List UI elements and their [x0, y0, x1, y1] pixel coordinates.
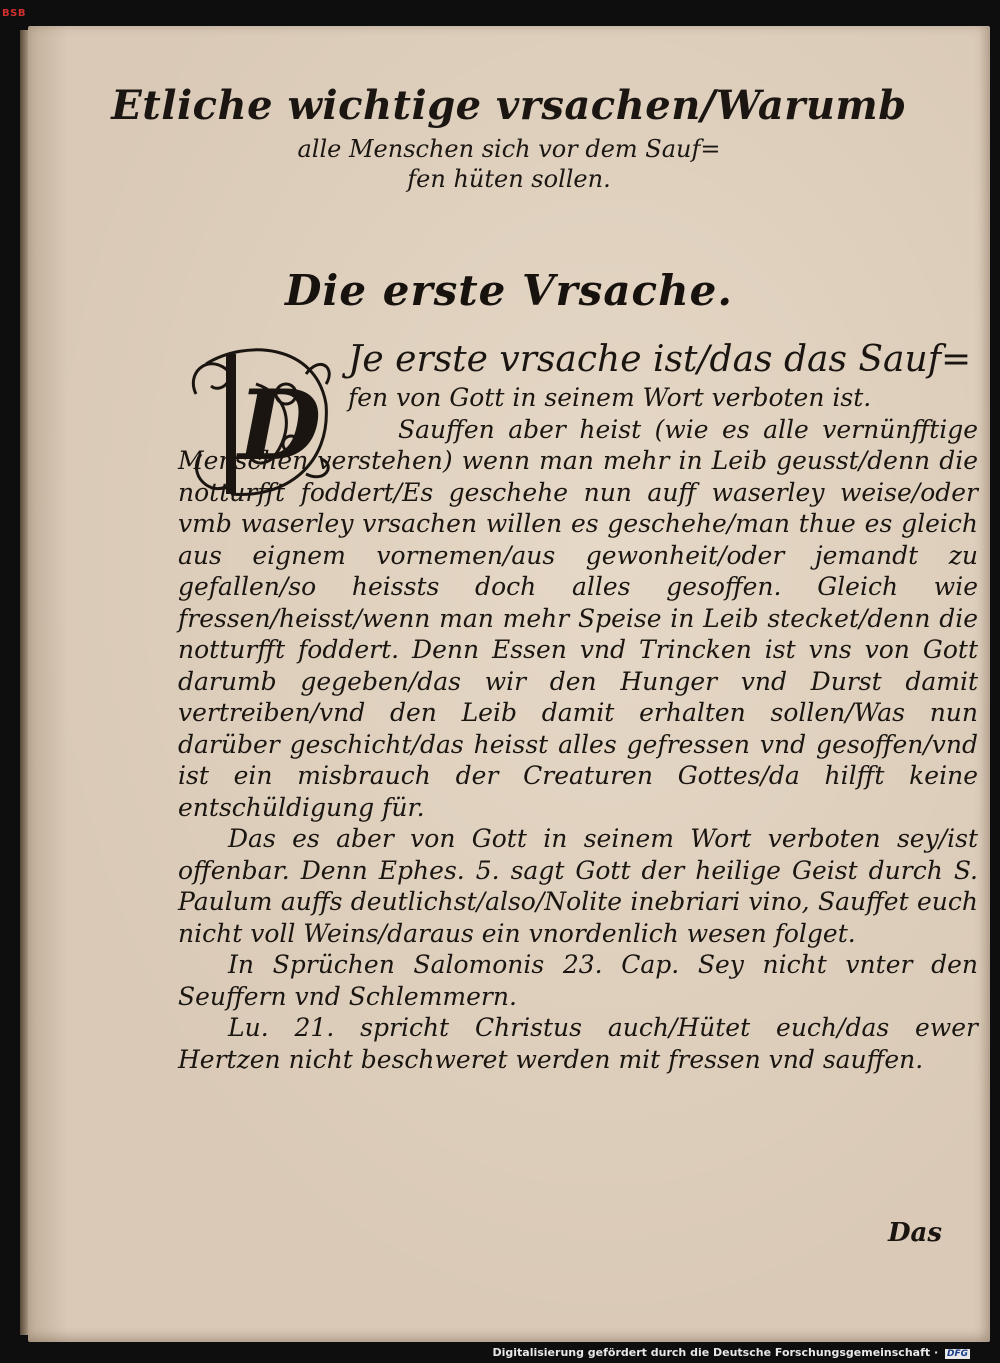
paragraph-proverbs: In Sprüchen Salomonis 23. Cap. Sey nicht vnter den Seuffern vnd Schlemmern. [178, 950, 978, 1011]
paragraph-luke: Lu. 21. spricht Christus auch/Hütet euch/das ewer Hertzen nicht beschweret werden mit fressen vnd sauffen. [178, 1013, 978, 1074]
drop-cap-letter: D [238, 369, 322, 482]
title-line-1: Etliche wichtige vrsachen/Warumb [111, 82, 907, 129]
title-line-3: fen hüten sollen. [407, 165, 611, 193]
title-line-2: alle Menschen sich vor dem Sauf= [297, 135, 721, 163]
paragraph-ephesians: Das es aber von Gott in seinem Wort verboten sey/ist offenbar. Denn Ephes. 5. sagt Gott der heilige Geist durch S. Paulum auffs deutlichst/also/Nolite inebriari vino, Sauffet euch nicht voll Weins/daraus ein vnordenlich wesen folget. [178, 824, 978, 948]
library-mark: BSB [2, 8, 26, 19]
dfg-logo-icon: DFG [946, 1349, 968, 1359]
paragraph-second-line: fen von Gott in seinem Wort verboten ist. [348, 383, 872, 412]
body-text [178, 338, 978, 1075]
section-heading: Die erste Vrsache. [285, 266, 733, 315]
paragraph-definition: Sauffen aber heist (wie es alle vernünfftige Menschen verstehen) wenn man mehr in Leib geusst/denn die notturfft foddert/Es geschehe nun auff waserley weise/oder vmb waserley vrsachen willen es geschehe/man thue es gleich aus eignem vornemen/aus gewonheit/oder jemandt zu gefallen/so heissts doch alles gesoffen. Gleich wie fressen/heisst/wenn man mehr Speise in Leib stecket/denn die notturfft foddert. Denn Essen vnd Trincken ist vns von Gott darumb gegeben/das wir den Hunger vnd Durst damit vertreiben/vnd den Leib damit erhalten sollen/Was nun darüber geschicht/das heisst alles gefressen vnd gesoffen/vnd ist ein misbrauch der Creaturen Gottes/da hilfft keine entschüldigung für. [178, 414, 978, 822]
book-page [28, 26, 990, 1342]
footer-text: Digitalisierung gefördert durch die Deutsche Forschungsgemeinschaft · [492, 1346, 939, 1359]
title-block [28, 82, 990, 194]
catchword: Das [888, 1218, 943, 1248]
digitization-footer [492, 1346, 970, 1359]
paragraph-first-line: Je erste vrsache ist/das das Sauf= [348, 339, 972, 380]
